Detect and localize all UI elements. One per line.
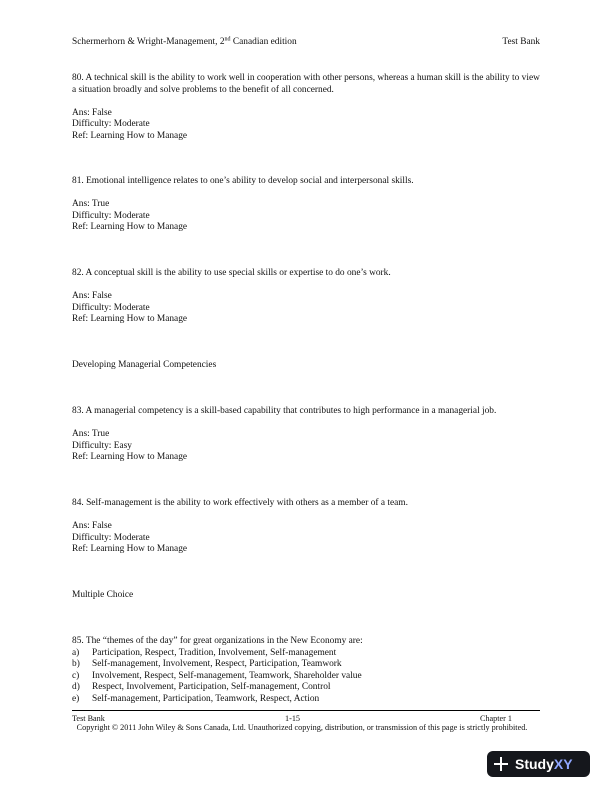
choice-c	[72, 671, 540, 683]
reference: Ref: Learning How to Manage	[72, 130, 188, 141]
choice-text: Respect, Involvement, Participation, Self-management, Control	[92, 682, 331, 693]
question-text: 80. A technical skill is the ability to work well in cooperation with other persons, whereas a human skill is the ability to view a situation broadly and solve problems to the benefit of all concerned.	[72, 73, 540, 95]
question-text: 82. A conceptual skill is the ability to use special skills or expertise to do one’s work.	[72, 268, 391, 278]
plus-icon	[494, 757, 508, 771]
question-text: 85. The “themes of the day” for great organizations in the New Economy are:	[72, 636, 363, 646]
header-title: Schermerhorn & Wright-Management, 2nd Canadian edition	[72, 36, 297, 47]
choice-letter: d)	[72, 682, 80, 693]
choice-d	[72, 682, 540, 694]
question-text: 84. Self-management is the ability to work effectively with others as a member of a team.	[72, 498, 408, 508]
choice-text: Self-management, Involvement, Respect, Participation, Teamwork	[92, 659, 342, 670]
choice-letter: c)	[72, 670, 80, 681]
question-80	[72, 73, 540, 143]
answer: Ans: True	[72, 429, 110, 440]
choice-b	[72, 659, 540, 671]
reference: Ref: Learning How to Manage	[72, 314, 188, 325]
choice-letter: e)	[72, 693, 80, 704]
answer: Ans: False	[72, 521, 112, 532]
choice-text: Involvement, Respect, Self-management, Teamwork, Shareholder value	[92, 670, 362, 681]
answer: Ans: False	[72, 107, 112, 118]
footer-divider	[72, 710, 540, 711]
reference: Ref: Learning How to Manage	[72, 222, 188, 233]
copyright-notice: Copyright © 2011 John Wiley & Sons Canada, Ltd. Unauthorized copying, distribution, or transmission of this page is strictly prohibited.	[76, 723, 528, 732]
difficulty: Difficulty: Moderate	[72, 532, 150, 543]
question-text: 81. Emotional intelligence relates to one’s ability to develop social and interpersonal skills.	[72, 176, 414, 186]
choice-e	[72, 694, 540, 706]
choice-text: Self-management, Participation, Teamwork, Respect, Action	[92, 693, 320, 704]
difficulty: Difficulty: Moderate	[72, 210, 150, 221]
brand-name: StudyXY	[515, 756, 573, 772]
page-header	[72, 37, 540, 49]
question-81	[72, 176, 540, 234]
choice-letter: a)	[72, 647, 80, 658]
page-number: 1-15	[285, 714, 301, 723]
choice-a	[72, 648, 540, 660]
question-82	[72, 268, 540, 326]
section-heading-competencies: Developing Managerial Competencies	[72, 360, 217, 370]
question-83	[72, 406, 540, 464]
section-heading-multiple-choice: Multiple Choice	[72, 590, 134, 600]
reference: Ref: Learning How to Manage	[72, 544, 188, 555]
difficulty: Difficulty: Easy	[72, 440, 132, 451]
answer-choices	[72, 648, 540, 706]
reference: Ref: Learning How to Manage	[72, 452, 188, 463]
difficulty: Difficulty: Moderate	[72, 302, 150, 313]
answer: Ans: True	[72, 199, 110, 210]
choice-letter: b)	[72, 659, 80, 670]
footer-chapter: Chapter 1	[479, 714, 512, 723]
studyxy-badge[interactable]	[487, 751, 590, 777]
footer-test-bank: Test Bank	[72, 714, 105, 723]
answer: Ans: False	[72, 291, 112, 302]
header-test-bank: Test Bank	[502, 37, 540, 47]
question-85	[72, 636, 540, 706]
question-text: 83. A managerial competency is a skill-based capability that contributes to high performance in a managerial job.	[72, 406, 497, 416]
choice-text: Participation, Respect, Tradition, Involvement, Self-management	[92, 647, 337, 658]
question-84	[72, 498, 540, 556]
difficulty: Difficulty: Moderate	[72, 119, 150, 130]
